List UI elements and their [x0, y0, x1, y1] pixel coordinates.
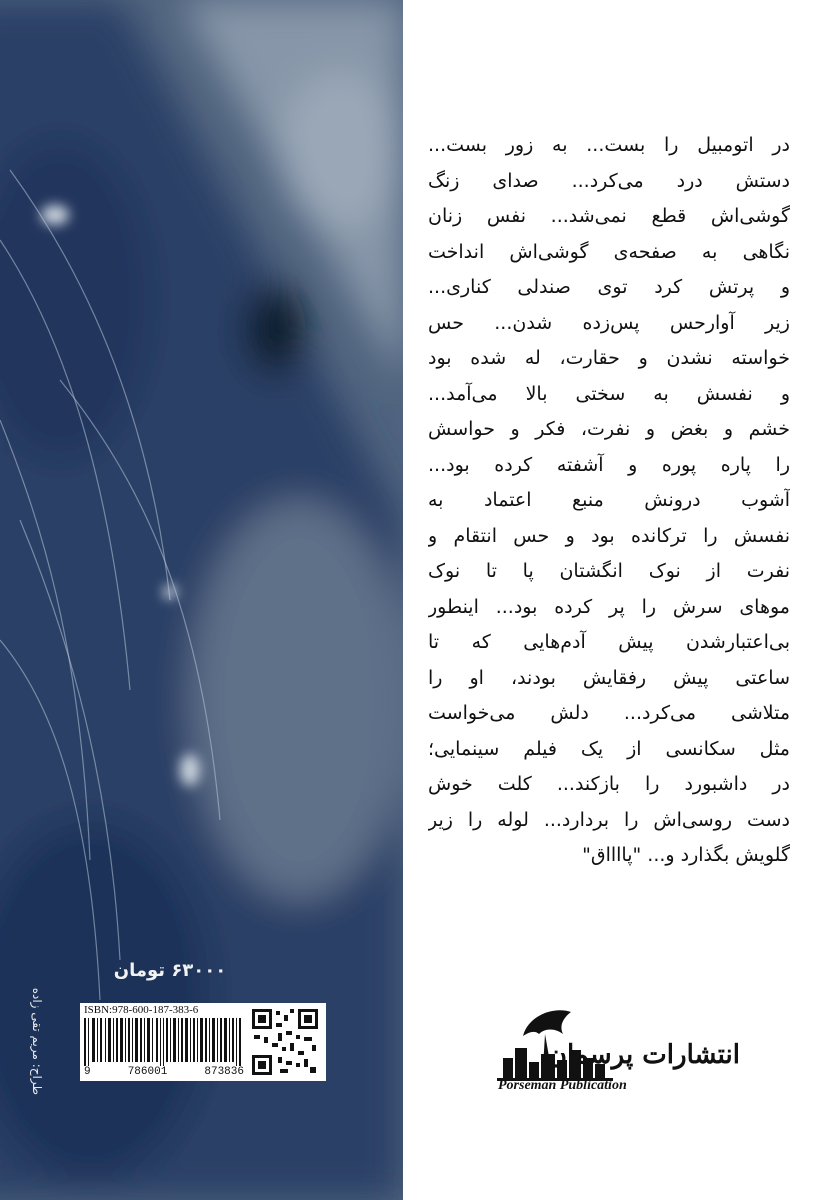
back-cover-blurb: [428, 128, 790, 874]
blurb-line: زیر آوارحس پس‌زده شدن... حس: [428, 311, 790, 334]
blurb-line: نفرت از نوک انگشتان پا تا نوک: [428, 560, 790, 582]
blurb-line: متلاشی می‌کرد... دلش می‌خواست: [428, 702, 790, 724]
blurb-line: و نفسش به سختی بالا می‌آمد...: [428, 382, 790, 405]
blurb-line: در داشبورد را بازکند... کلت خوش: [428, 773, 790, 795]
blurb-line: نفسش را ترکانده بود و حس انتقام و: [428, 524, 790, 547]
blurb-line: آشوب درونش منبع اعتماد به: [428, 489, 790, 511]
blurb-line: گلویش بگذارد و... "پااااق": [582, 844, 790, 866]
publisher-name-en: Porseman Publication: [498, 1078, 627, 1093]
barcode-digit-group: 9: [84, 1066, 91, 1078]
barcode-digit-group: 786001: [127, 1066, 168, 1078]
blurb-line: را پاره پوره و آشفته کرده بود...: [428, 453, 790, 476]
blurb-line: و پرتش کرد توی صندلی کناری...: [428, 276, 790, 298]
blurb-line: در اتومبیل را بست... به زور بست...: [428, 134, 790, 156]
blurb-line: گوشی‌اش قطع نمی‌شد... نفس زنان: [428, 205, 790, 227]
blurb-line: دستش درد می‌کرد... صدای زنگ: [428, 169, 790, 192]
blurb-line: موهای سرش را پر کرده بود... اینطور: [428, 595, 790, 618]
blurb-line: خواسته نشدن و حقارت، له شده بود: [428, 347, 790, 369]
blurb-line: مثل سکانسی از یک فیلم سینمایی؛: [428, 737, 790, 760]
blue-photo-panel: [0, 0, 403, 1200]
barcode-digits: [84, 1066, 244, 1078]
publisher-name-fa: انتشارات پرسمان: [547, 1040, 740, 1070]
designer-credit: طراح: مریم تقی زاده: [30, 987, 44, 1095]
price-label: ۶۳۰۰۰ تومان: [113, 960, 227, 981]
isbn-text: ISBN:978-600-187-383-6: [84, 1004, 199, 1016]
barcode-icon: [84, 1018, 244, 1066]
blurb-line: خشم و بغض و نفرت، فکر و حواسش: [428, 418, 790, 440]
qr-code-icon: [250, 1007, 320, 1077]
blurb-line: دست روسی‌اش را بردارد... لوله را زیر: [428, 808, 790, 831]
blurb-line: ساعتی پیش رفقایش بودند، او را: [428, 666, 790, 689]
blurb-line: نگاهی به صفحه‌ی گوشی‌اش انداخت: [428, 240, 790, 263]
blurb-line: بی‌اعتبارشدن پیش آدم‌هایی که تا: [428, 631, 790, 653]
barcode-digit-group: 873836: [204, 1066, 244, 1078]
